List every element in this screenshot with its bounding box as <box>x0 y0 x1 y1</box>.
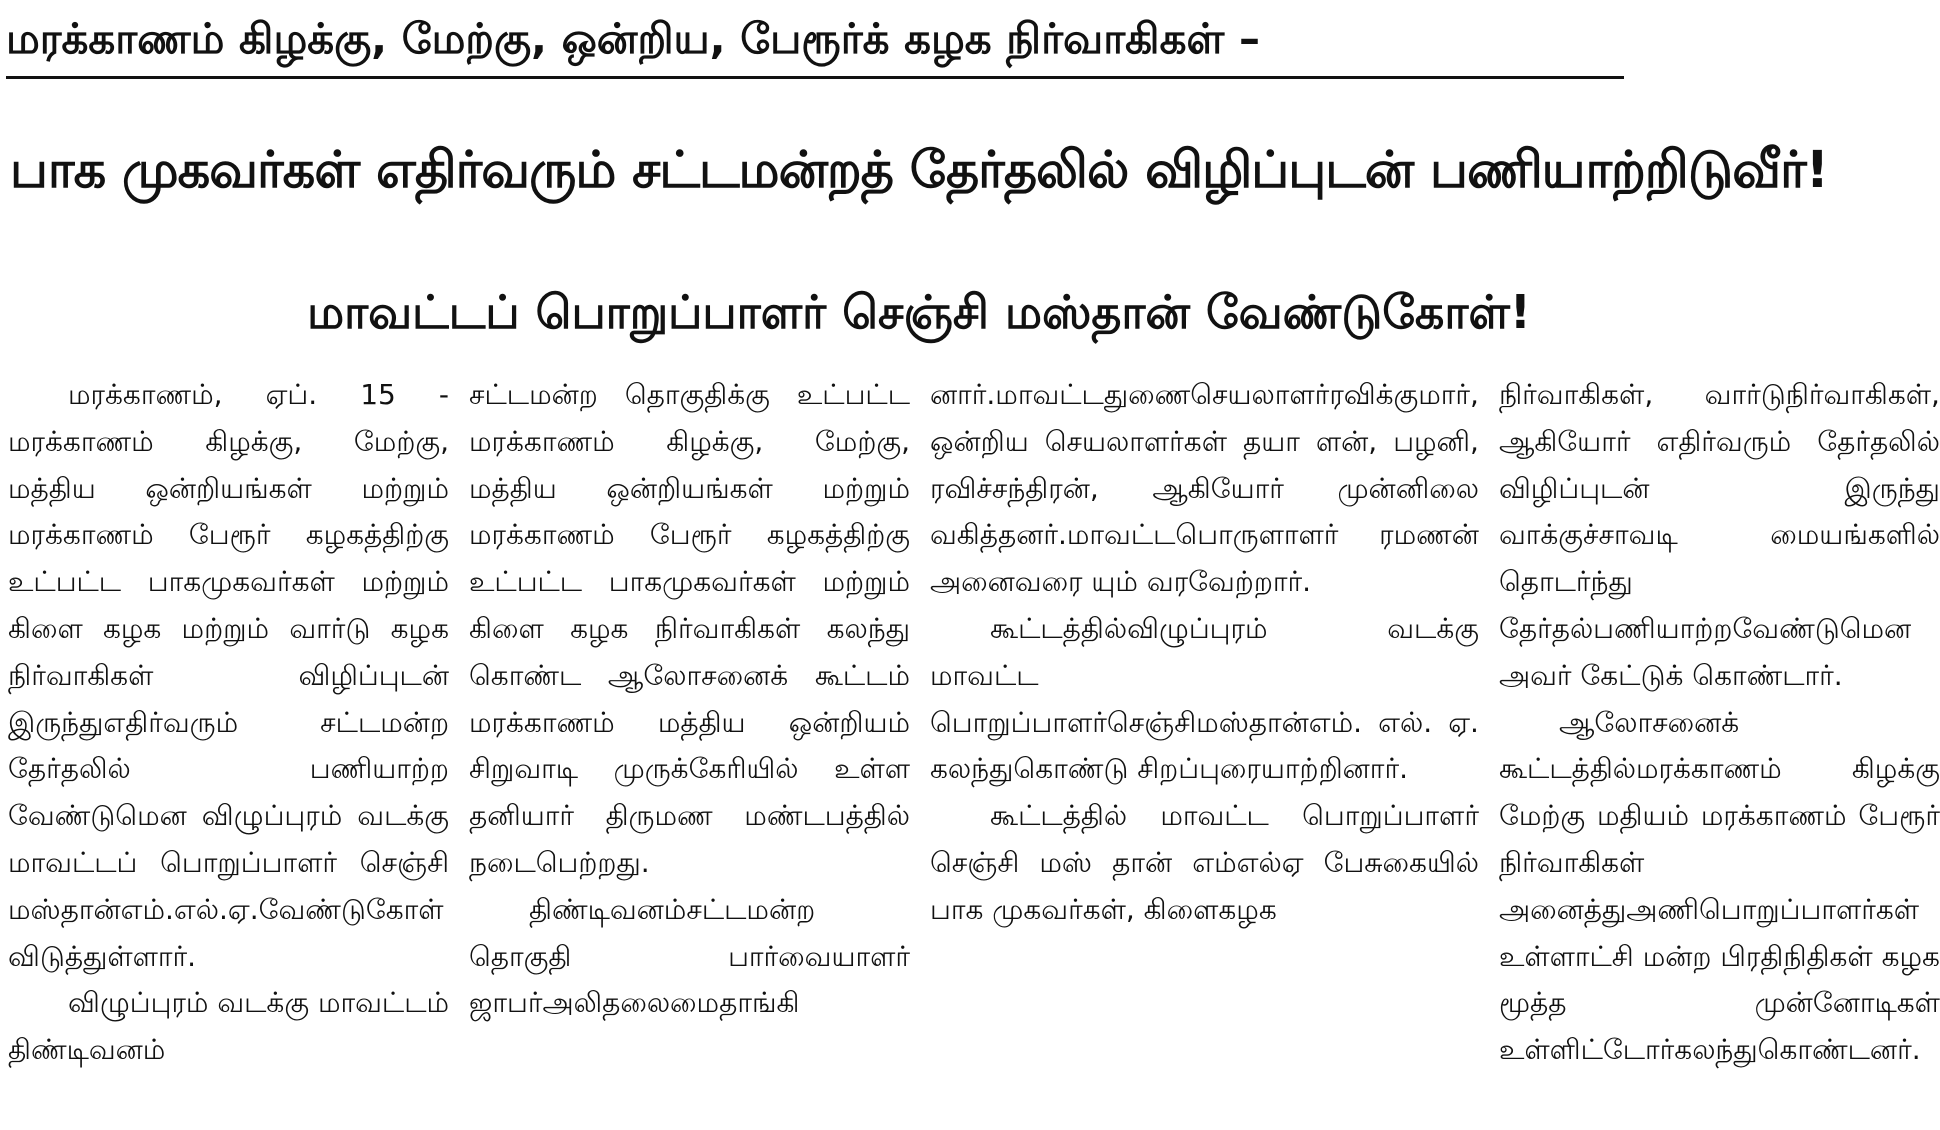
headline: பாக முகவர்கள் எதிர்வரும் சட்டமன்றத் தேர்தலில் விழிப்புடன் பணியாற்றிடுவீர்! <box>9 141 1829 200</box>
column-4 <box>1499 372 1940 1124</box>
paragraph: சட்டமன்ற தொகுதிக்கு உட்பட்ட மரக்காணம் கிழக்கு, மேற்கு, மத்திய ஒன்றியங்கள் மற்றும் மரக்காணம் பேரூர் கழகத்திற்கு உட்பட்ட பாகமுகவர்கள் மற்றும் கிளை கழக நிர்வாகிகள் கலந்து கொண்ட ஆலோசனைக் கூட்டம் மரக்காணம் மத்திய ஒன்றியம் சிறுவாடி முருக்கேரியில் உள்ள தனியார் திருமண மண்டபத்தில் நடைபெற்றது. <box>469 378 910 879</box>
column-2 <box>469 372 910 1124</box>
article-body <box>8 372 1940 1124</box>
paragraph: னார்.மாவட்டதுணைசெயலாளர்ரவிக்குமார், ஒன்றிய செயலாளர்கள் தயா ளன், பழனி, ரவிச்சந்திரன், ஆகியோர் முன்னிலை வகித்தனர்.மாவட்டபொருளாளர் ரமணன் அனைவரை யும் வரவேற்றார். <box>930 378 1479 599</box>
column-1 <box>8 372 449 1124</box>
kicker-line: மரக்காணம் கிழக்கு, மேற்கு, ஒன்றிய, பேரூர்க் கழக நிர்வாகிகள் – <box>6 14 1260 63</box>
paragraph: மரக்காணம், ஏப். 15 - மரக்காணம் கிழக்கு, மேற்கு, மத்திய ஒன்றியங்கள் மற்றும் மரக்காணம் பேரூர் கழகத்திற்கு உட்பட்ட பாகமுகவர்கள் மற்றும் கிளை கழக மற்றும் வார்டு கழக நிர்வாகிகள் விழிப்புடன் இருந்துஎதிர்வரும் சட்டமன்ற தேர்தலில் பணியாற்ற வேண்டுமென விழுப்புரம் வடக்கு மாவட்டப் பொறுப்பாளர் செஞ்சி மஸ்தான்எம்.எல்.ஏ.வேண்டுகோள் விடுத்துள்ளார். <box>8 378 449 973</box>
kicker-underline <box>6 76 1624 79</box>
paragraph: திண்டிவனம்சட்டமன்ற தொகுதி பார்வையாளர் ஜாபர்அலிதலைமைதாங்கி <box>469 892 910 1020</box>
paragraph: கூட்டத்தில் மாவட்ட பொறுப்பாளர் செஞ்சி மஸ் தான் எம்எல்ஏ பேசுகையில் பாக முகவர்கள், கிளைகழக <box>930 799 1479 926</box>
paragraph: கூட்டத்தில்விழுப்புரம் வடக்கு மாவட்ட பொறுப்பாளர்செஞ்சிமஸ்தான்எம். எல். ஏ. கலந்துகொண்டு சிறப்புரையாற்றினார். <box>930 611 1479 786</box>
paragraph: ஆலோசனைக் கூட்டத்தில்மரக்காணம் கிழக்கு மேற்கு மதியம் மரக்காணம் பேரூர் நிர்வாகிகள் அனைத்துஅணிபொறுப்பாளர்கள் உள்ளாட்சி மன்ற பிரதிநிதிகள் கழக மூத்த முன்னோடிகள் உள்ளிட்டோர்கலந்துகொண்டனர். <box>1498 705 1940 1067</box>
paragraph: நிர்வாகிகள், வார்டுநிர்வாகிகள், ஆகியோர் எதிர்வரும் தேர்தலில் விழிப்புடன் இருந்து வாக்குச்சாவடி மையங்களில் தொடர்ந்து தேர்தல்பணியாற்றவேண்டுமென அவர் கேட்டுக் கொண்டார். <box>1498 378 1940 692</box>
column-3 <box>930 372 1479 1124</box>
subheadline: மாவட்டப் பொறுப்பாளர் செஞ்சி மஸ்தான் வேண்டுகோள்! <box>307 285 1531 339</box>
paragraph: விழுப்புரம் வடக்கு மாவட்டம் திண்டிவனம் <box>8 986 450 1067</box>
